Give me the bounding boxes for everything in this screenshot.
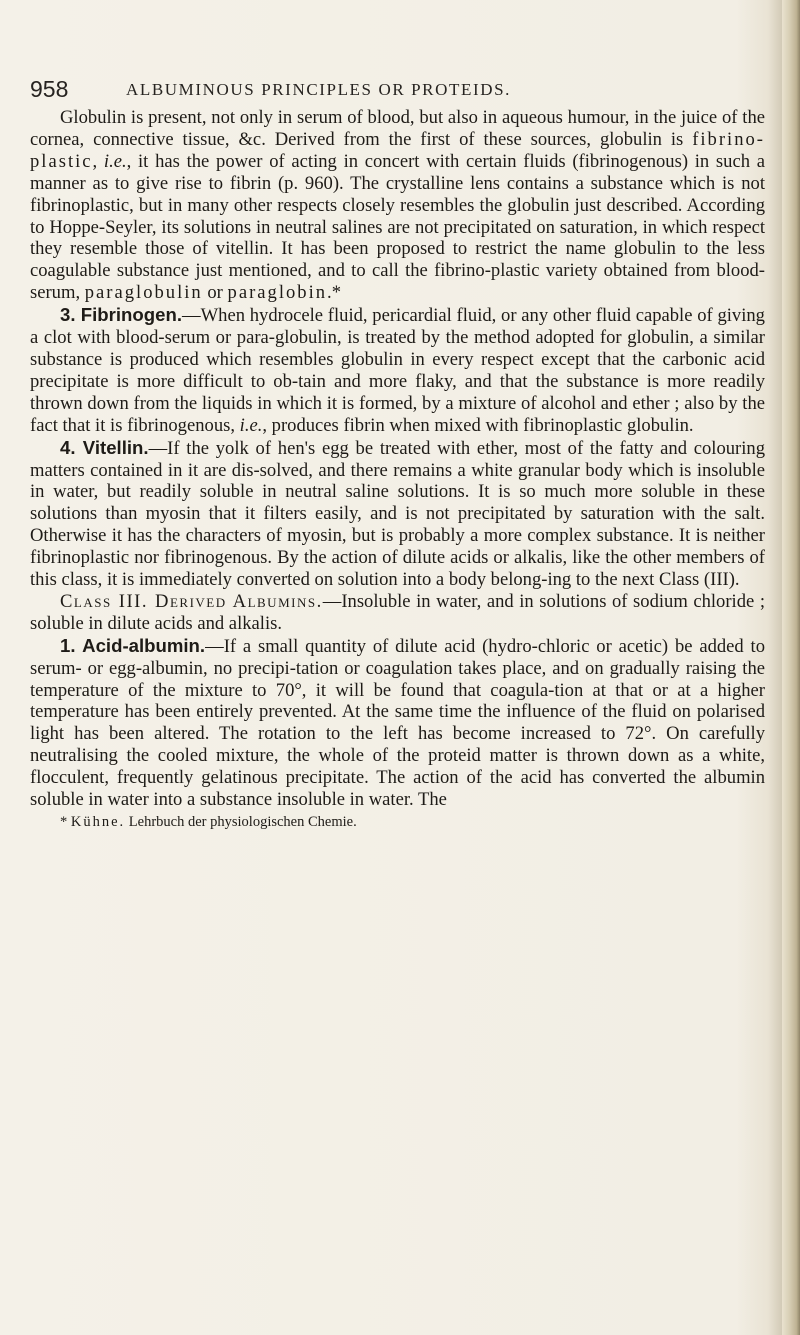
section-heading-class-iii: Class III. Derived Albumins. — [60, 590, 323, 612]
paragraph-class-iii: Class III. Derived Albumins.—Insoluble in water, and in solutions of sodium chloride ; soluble in dilute acids and alkalis. — [30, 590, 765, 634]
paragraph-acid-albumin: 1. Acid-albumin.—If a small quantity of dilute acid (hydro-chloric or acetic) be added to serum- or egg-albumin, no precipi-tation or coagulation takes place, and on gradually raising the temperature of the mixture to 70°, it will be found that coagula-tion at that or at a higher temperature has been entirely prevented. At the same time the influence of the fluid on polarised light has been altered. The rotation to the left has become increased to 72°. On carefully neutralising the cooled mixture, the whole of the proteid matter is thrown down as a white, flocculent, frequently gelatinous precipitate. The action of the acid has converted the albumin soluble in water into a substance insoluble in water. The — [30, 634, 765, 811]
footnote-author: Kühne. — [70, 814, 126, 830]
paragraph-globulin: Globulin is present, not only in serum of blood, but also in aqueous humour, in the juice of the cornea, connective tissue, &c. Derived from the first of these sources, globulin is fibrino-plastic, i.e., it has the power of acting in concert with certain fluids (fibrinogenous) in such a manner as to give rise to fibrin (p. 960). The crystalline lens contains a substance which is not fibrinoplastic, but in many other respects closely resembles the globulin just described. According to Hoppe-Seyler, its solutions in neutral salines are not precipitated on saturation, in which respect they resemble those of vitellin. It has been proposed to restrict the name globulin to the less coagulable substance just mentioned, and to call the fibrino-plastic variety obtained from blood-serum, paraglobulin or paraglobin.* — [30, 107, 765, 304]
page-header — [30, 76, 760, 106]
section-heading-vitellin: 4. Vitellin. — [60, 436, 149, 458]
paragraph-fibrinogen: 3. Fibrinogen.—When hydrocele fluid, pericardial fluid, or any other fluid capable of giving a clot with blood-serum or para-globulin, is treated by the method adopted for globulin, a similar substance is produced which resembles globulin in every respect except that the carbonic acid precipitate is more difficult to ob-tain and more flaky, and that the substance is more readily thrown down from the liquids in which it is formed, by a mixture of alcohol and ether ; also by the fact that it is fibrinogenous, i.e., produces fibrin when mixed with fibrinoplastic globulin. — [30, 304, 765, 436]
paragraph-vitellin: 4. Vitellin.—If the yolk of hen's egg be treated with ether, most of the fatty and colouring matters contained in it are dis-solved, and there remains a white granular body which is insoluble in water, but readily soluble in neutral saline solutions. It is so much more soluble in these solutions than myosin that it filters easily, and is not precipitated by saturation with the salt. Otherwise it has the characters of myosin, but is probably a more complex substance. It is neither fibrinoplastic nor fibrinogenous. By the action of dilute acids or alkalis, like the other members of this class, it is immediately converted on solution into a body belong-ing to the next Class (III). — [30, 436, 765, 591]
section-heading-fibrinogen: 3. Fibrinogen. — [60, 304, 182, 326]
page-number: 958 — [30, 76, 69, 102]
book-spine-edge — [782, 0, 800, 1335]
footnote-title: Lehrbuch der physiologischen Chemie. — [125, 814, 357, 830]
body-text — [30, 107, 765, 831]
section-heading-acid-albumin: 1. Acid-albumin. — [60, 634, 206, 656]
running-head: ALBUMINOUS PRINCIPLES OR PROTEIDS. — [126, 80, 511, 99]
footnote: * Kühne. Lehrbuch der physiologischen Chemie. — [60, 814, 357, 830]
